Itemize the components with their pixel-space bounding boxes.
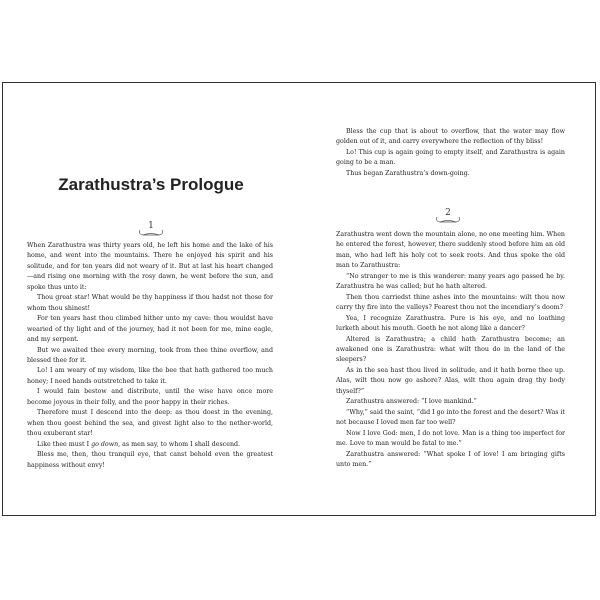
section-number: 2 [445,208,451,218]
paragraph-text: as men say, to whom I shall descend. [120,440,241,448]
paragraph: But we awaited thee every morning, took from thee thine overflow, and blessed thee for it. [27,346,273,364]
paragraph: Lo! This cup is again going to empty itself, and Zarathustra is again going to be a man. [336,148,565,167]
paragraph: “Why,” said the saint, “did I go into the forest and the desert? Was it not because I loved men far too well? [336,408,565,427]
section-marker [137,218,165,238]
right-top-text [336,127,565,179]
section-number: 1 [148,221,154,231]
paragraph: Zarathustra answered: “I love mankind.” [346,398,477,406]
paragraph: Altered is Zarathustra; a child hath Zarathustra become; an awakened one is Zarathustra: what wilt thou do in the land of the sleepers? [336,335,565,364]
paragraph: When Zarathustra was thirty years old, he left his home and the lake of his home, and went into the mountains. There he enjoyed his spirit and his solitude, and for ten years did not weary of it. But at last his heart changed—and rising one morning with the rosy dawn, he went before the sun, and spoke thus unto it: [27,242,273,291]
paragraph: Thus began Zarathustra’s down-going. [346,169,470,177]
paragraph: Thou great star! What would be thy happiness if thou hadst not those for whom thou shinest! [27,294,273,312]
paragraph: Therefore must I descend into the deep: as thou doest in the evening, when thou goest behind the sea, and givest light also to the nether-world, thou exuberant star! [27,409,273,438]
left-body-text [27,241,273,471]
section-marker [434,205,462,225]
left-page [3,83,299,515]
paragraph: Zarathustra went down the mountain alone, no one meeting him. When he entered the forest, however, there suddenly stood before him an old man, who had left his holy cot to seek roots. And thus spoke the old man to Zarathustra: [336,231,565,270]
paragraph [27,440,273,450]
right-page [301,83,595,515]
italic-text: go down, [91,440,121,448]
paragraph: For ten years hast thou climbed hither unto my cave: thou wouldst have wearied of thy light and of the journey, had it not been for me, mine eagle, and my serpent. [27,315,273,344]
right-body-text [336,230,565,470]
chapter-title: Zarathustra’s Prologue [58,175,244,194]
paragraph: Then thou carriedst thine ashes into the mountains: wilt thou now carry thy fire into the valleys? Fearest thou not the incendiary’s doom? [336,293,565,312]
paragraph: “No stranger to me is this wanderer: many years ago passed he by. Zarathustra he was called; but he hath altered. [336,272,565,291]
paragraph: Bless the cup that is about to overflow, that the water may flow golden out of it, and carry everywhere the reflection of thy bliss! [336,128,565,146]
paragraph: Zarathustra answered: “What spoke I of love! I am bringing gifts unto men.” [336,450,565,468]
paragraph: As in the sea hast thou lived in solitude, and it hath borne thee up. Alas, wilt thou now go ashore? Alas, wilt thou again drag thy body thyself?” [336,366,565,395]
paragraph: Now I love God: men, I do not love. Man is a thing too imperfect for me. Love to man would be fatal to me.” [336,429,565,448]
paragraph-text: Like thee must I [37,440,92,448]
paragraph: I would fain bestow and distribute, until the wise have once more become joyous in their folly, and the poor happy in their riches. [27,388,273,406]
paragraph: Yea, I recognize Zarathustra. Pure is his eye, and no loathing lurketh about his mouth. Goeth he not along like a dancer? [336,314,565,333]
book-spread [2,82,596,516]
paragraph: Lo! I am weary of my wisdom, like the bee that hath gathered too much honey; I need hands outstretched to take it. [27,367,273,385]
paragraph: Bless me, then, thou tranquil eye, that canst behold even the greatest happiness without envy! [27,451,273,469]
